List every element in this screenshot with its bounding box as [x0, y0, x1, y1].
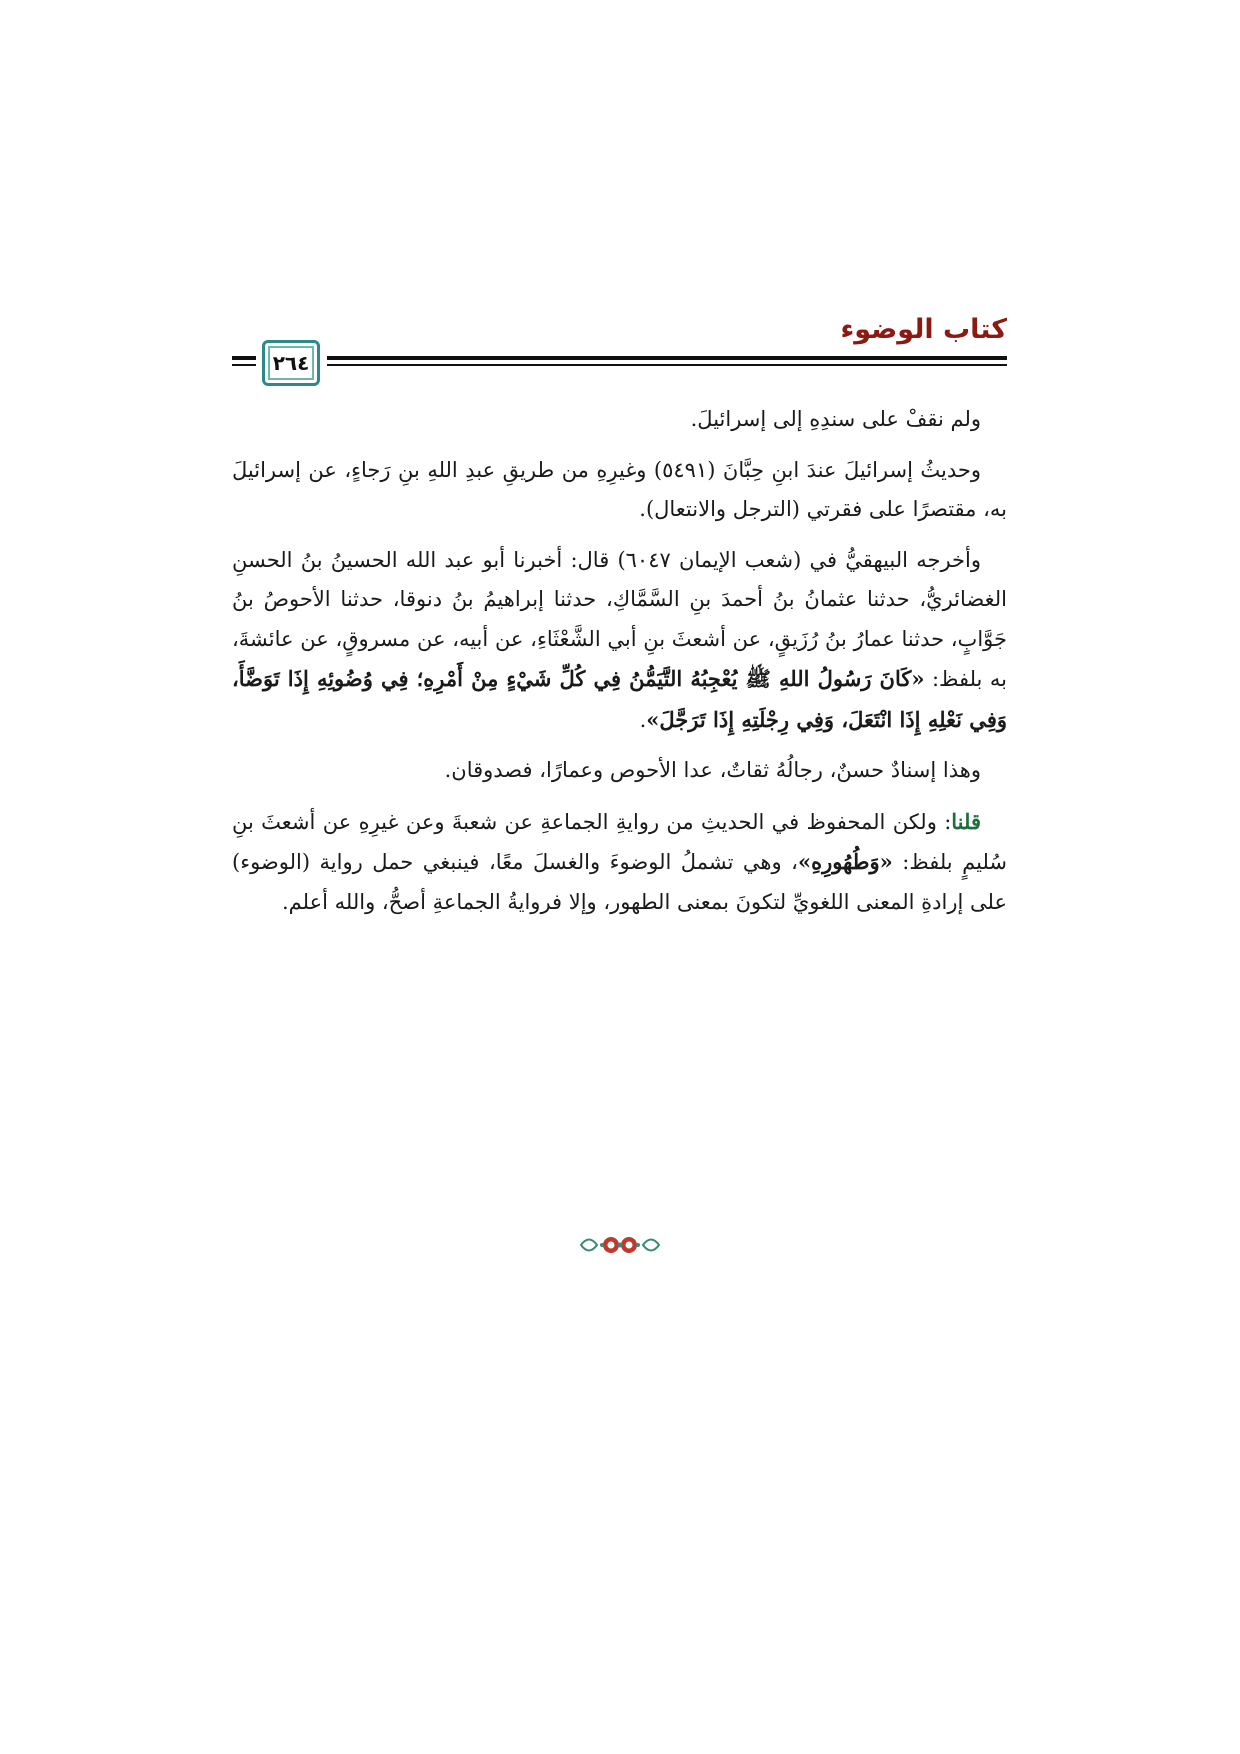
- end-ornament-icon: [575, 1230, 665, 1264]
- paragraph-5: [232, 802, 1007, 923]
- page-number: ٢٦٤: [272, 351, 310, 375]
- paragraph-3: [232, 541, 1007, 741]
- header-rule-thin: [327, 364, 1007, 366]
- paragraph-5-intro: : ولكن المحفوظ في الحديثِ من روايةِ الجماعةِ عن شعبةَ وعن غيرِهِ عن أشعثَ بنِ سُليمٍ بلفظ:: [232, 809, 1008, 874]
- page-header: [232, 312, 1007, 390]
- header-rule-left-thick: [232, 356, 256, 360]
- paragraph-1: ولم نقفْ على سندِهِ إلى إسرائيلَ.: [690, 407, 981, 431]
- main-text: [232, 400, 1007, 933]
- tuhur-quote: «وَطُهُورِهِ»: [797, 849, 893, 874]
- book-title: كتاب الوضوء: [840, 314, 1007, 345]
- hadith-quote: «كَانَ رَسُولُ اللهِ ﷺ يُعْجِبُهُ التَّيَمُّنُ فِي كُلِّ شَيْءٍ مِنْ أَمْرِهِ؛ فِي وُضُوئِهِ إِذَا تَوَضَّأَ، وَفِي نَعْلِهِ إِذَا انْتَعَلَ، وَفِي رِجْلَتِهِ إِذَا تَرَجَّلَ»: [232, 666, 1007, 732]
- paragraph-2: وحديثُ إسرائيلَ عندَ ابنِ حِبَّانَ (٥٤٩١) وغيرِهِ من طريقِ عبدِ اللهِ بنِ رَجاءٍ، عن إسرائيلَ به، مقتصرًا على فقرتي (الترجل والانتعال).: [232, 457, 1007, 521]
- page-number-badge: [262, 340, 320, 386]
- header-rule-thick: [327, 356, 1007, 360]
- paragraph-5-rest: ، وهي تشملُ الوضوءَ والغسلَ معًا، فينبغي حمل رواية (الوضوء) على إرادةِ المعنى اللغويِّ لتكونَ بمعنى الطهور، وإلا فروايةُ الجماعةِ أصحُّ، والله أعلم.: [232, 850, 1007, 914]
- header-rule-left-thin: [232, 364, 256, 366]
- qulna-label: قلنا: [951, 808, 981, 834]
- paragraph-4: وهذا إسنادٌ حسنٌ، رجالُهُ ثقاتٌ، عدا الأحوص وعمارًا، فصدوقان.: [444, 758, 981, 782]
- paragraph-3-text: وأخرجه البيهقيُّ في (شعب الإيمان ٦٠٤٧) قال: أخبرنا أبو عبد الله الحسينُ بنُ الحسنِ الغضائريُّ، حدثنا عثمانُ بنُ أحمدَ بنِ السَّمَّاكِ، حدثنا إبراهيمُ بنُ دنوقا، حدثنا الأحوصُ بنُ جَوَّابٍ، حدثنا عمارُ بنُ رُزَيقٍ، عن أشعثَ بنِ أبي الشَّعْثَاءِ، عن أبيه، عن مسروقٍ، عن عائشةَ، به بلفظ:: [232, 547, 1007, 691]
- paragraph-3-end: .: [639, 707, 647, 732]
